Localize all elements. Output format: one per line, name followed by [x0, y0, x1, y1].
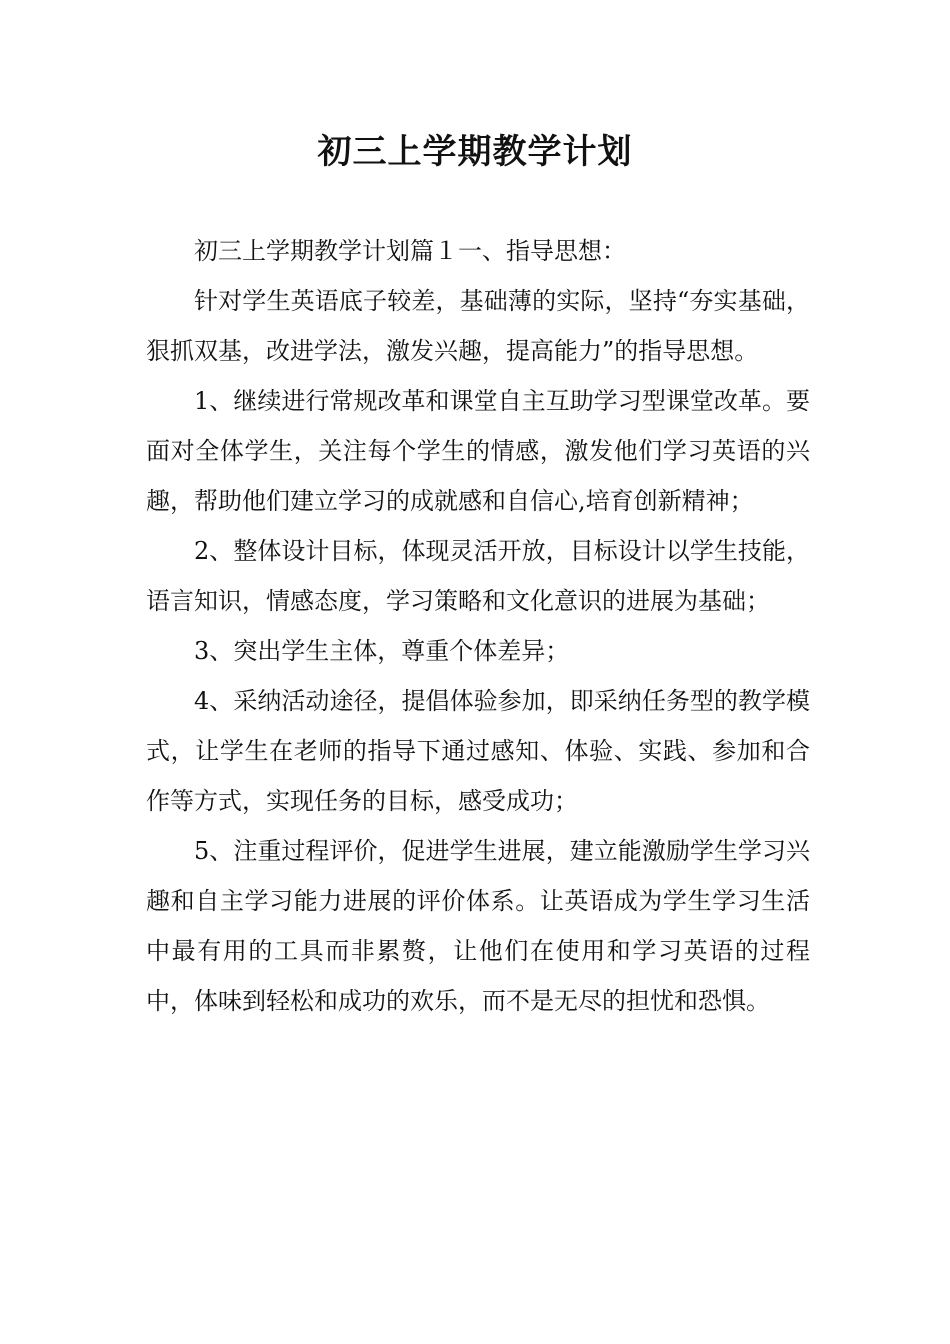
paragraph-item-1: 1、继续进行常规改革和课堂自主互助学习型课堂改革。要面对全体学生，关注每个学生的情感，激发他们学习英语的兴趣，帮助他们建立学习的成就感和自信心,培育创新精神； — [146, 387, 810, 515]
paragraph-guiding-thought-heading: 初三上学期教学计划篇１一、指导思想： — [194, 237, 626, 265]
paragraph-guiding-thought: 针对学生英语底子较差，基础薄的实际，坚持“夯实基础，狠抓双基，改进学法，激发兴趣，提高能力”的指导思想。 — [146, 287, 810, 365]
paragraph-item-2: 2、整体设计目标，体现灵活开放，目标设计以学生技能，语言知识，情感态度，学习策略和文化意识的进展为基础； — [146, 537, 810, 615]
document-title: 初三上学期教学计划 — [317, 132, 633, 172]
paragraph-item-5: 5、注重过程评价，促进学生进展，建立能激励学生学习兴趣和自主学习能力进展的评价体系。让英语成为学生学习生活中最有用的工具而非累赘，让他们在使用和学习英语的过程中，体味到轻松和成功的欢乐，而不是无尽的担忧和恐惧。 — [146, 837, 810, 1015]
paragraph-item-4: 4、采纳活动途径，提倡体验参加，即采纳任务型的教学模式，让学生在老师的指导下通过感知、体验、实践、参加和合作等方式，实现任务的目标，感受成功； — [146, 687, 810, 815]
document-body — [146, 226, 810, 1026]
paragraph-item-3: 3、突出学生主体，尊重个体差异； — [194, 637, 570, 665]
